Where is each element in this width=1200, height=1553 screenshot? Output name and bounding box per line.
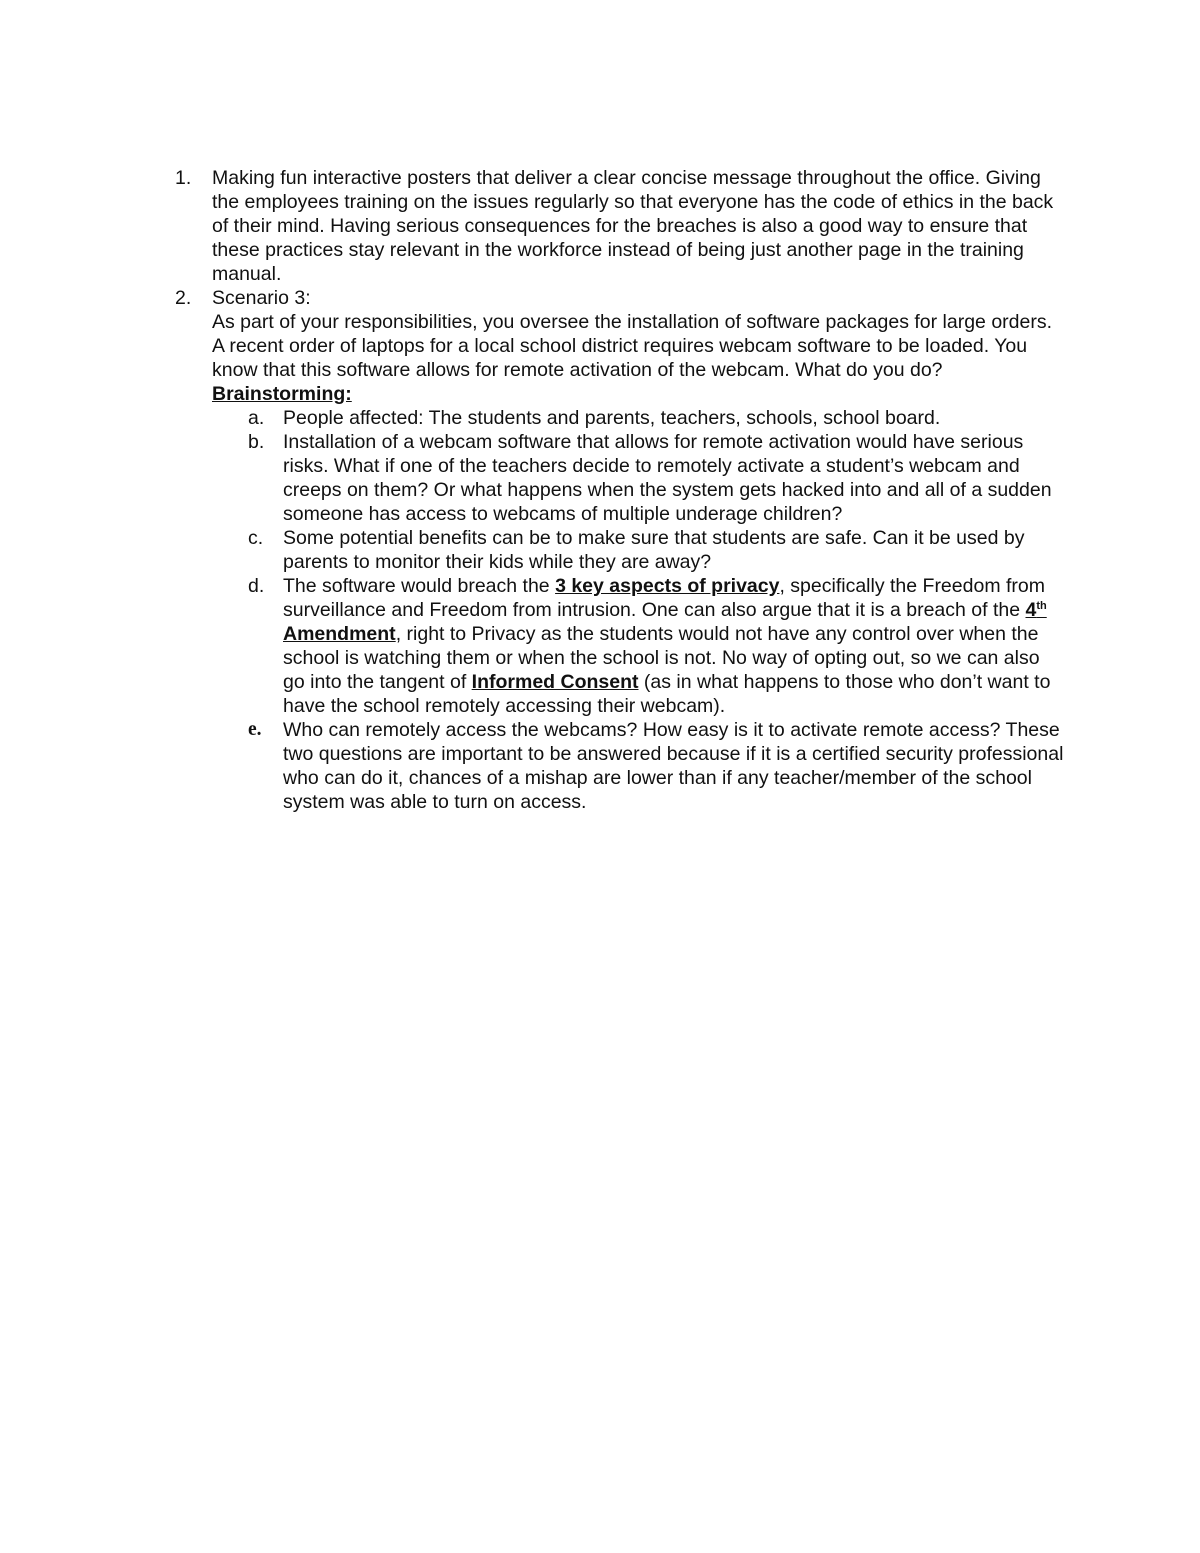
- scenario-description: As part of your responsibilities, you oversee the installation of software packages for large orders. A recent order of laptops for a local school district requires webcam software to be loaded. You know that this software allows for remote activation of the webcam. What do you do?: [212, 311, 1053, 381]
- list-item-2: [175, 286, 1065, 814]
- ordinal-suffix: th: [1036, 600, 1047, 612]
- list-item-1-text: Making fun interactive posters that deliver a clear concise message throughout the office. Giving the employees training on the issues regularly so that everyone has the code of ethics in the back of their mind. Having serious consequences for the breaches is also a good way to ensure that these practices stay relevant in the workforce instead of being just another page in the training manual.: [212, 167, 1054, 285]
- brainstorm-item-b-text: Installation of a webcam software that allows for remote activation would have serious risks. What if one of the teachers decide to remotely activate a student’s webcam and creeps on them? Or what happens when the system gets hacked into and all of a sudden someone has access to webcams of multiple underage children?: [283, 431, 1052, 525]
- brainstorm-item-e-text: Who can remotely access the webcams? How easy is it to activate remote access? These two questions are important to be answered because if it is a certified security professional who can do it, chances of a mishap are lower than if any teacher/member of the school system was able to turn on access.: [283, 719, 1064, 813]
- list-number-1: 1.: [175, 167, 192, 189]
- list-item-1: [175, 166, 1065, 286]
- item-d-text-3: , right to Privacy as the students would not have any control over when the school is watching them or when the school is not. No way of opting out, so we can also go into the tangent of: [283, 623, 1040, 693]
- item-d-text-1: The software would breach the: [283, 575, 556, 597]
- sub-letter-c: c.: [248, 527, 264, 549]
- item-d-text-2: , specifically the Freedom from surveillance and Freedom from intrusion. One can also argue that it is a breach of the: [283, 575, 1045, 621]
- sub-letter-d: d.: [248, 575, 265, 597]
- sub-letter-a: a.: [248, 407, 265, 429]
- amendment-word: Amendment: [283, 623, 396, 645]
- brainstorm-item-a: [212, 406, 1065, 430]
- brainstorm-item-c: [212, 526, 1065, 574]
- brainstorm-list: [212, 406, 1065, 814]
- list-number-2: 2.: [175, 287, 192, 309]
- document-body: [175, 166, 1065, 814]
- scenario-title: Scenario 3:: [212, 287, 311, 309]
- sub-letter-e: e.: [248, 719, 262, 740]
- brainstorm-item-c-text: Some potential benefits can be to make sure that students are safe. Can it be used by parents to monitor their kids while they are away?: [283, 527, 1025, 573]
- item-d-text-4: (as in what happens to those who don’t want to have the school remotely accessing their webcam).: [283, 671, 1051, 717]
- brainstorming-heading: Brainstorming:: [212, 383, 352, 405]
- sub-letter-b: b.: [248, 431, 265, 453]
- informed-consent-term: Informed Consent: [471, 671, 639, 693]
- brainstorm-item-b: [212, 430, 1065, 526]
- brainstorm-item-d-text: [283, 575, 1050, 717]
- brainstorm-item-a-text: People affected: The students and parents, teachers, schools, school board.: [283, 407, 941, 429]
- brainstorm-item-e: [212, 718, 1065, 814]
- key-aspects-of-privacy-term: 3 key aspects of privacy: [555, 575, 780, 597]
- brainstorm-item-d: [212, 574, 1065, 718]
- amendment-number: 4: [1025, 599, 1037, 621]
